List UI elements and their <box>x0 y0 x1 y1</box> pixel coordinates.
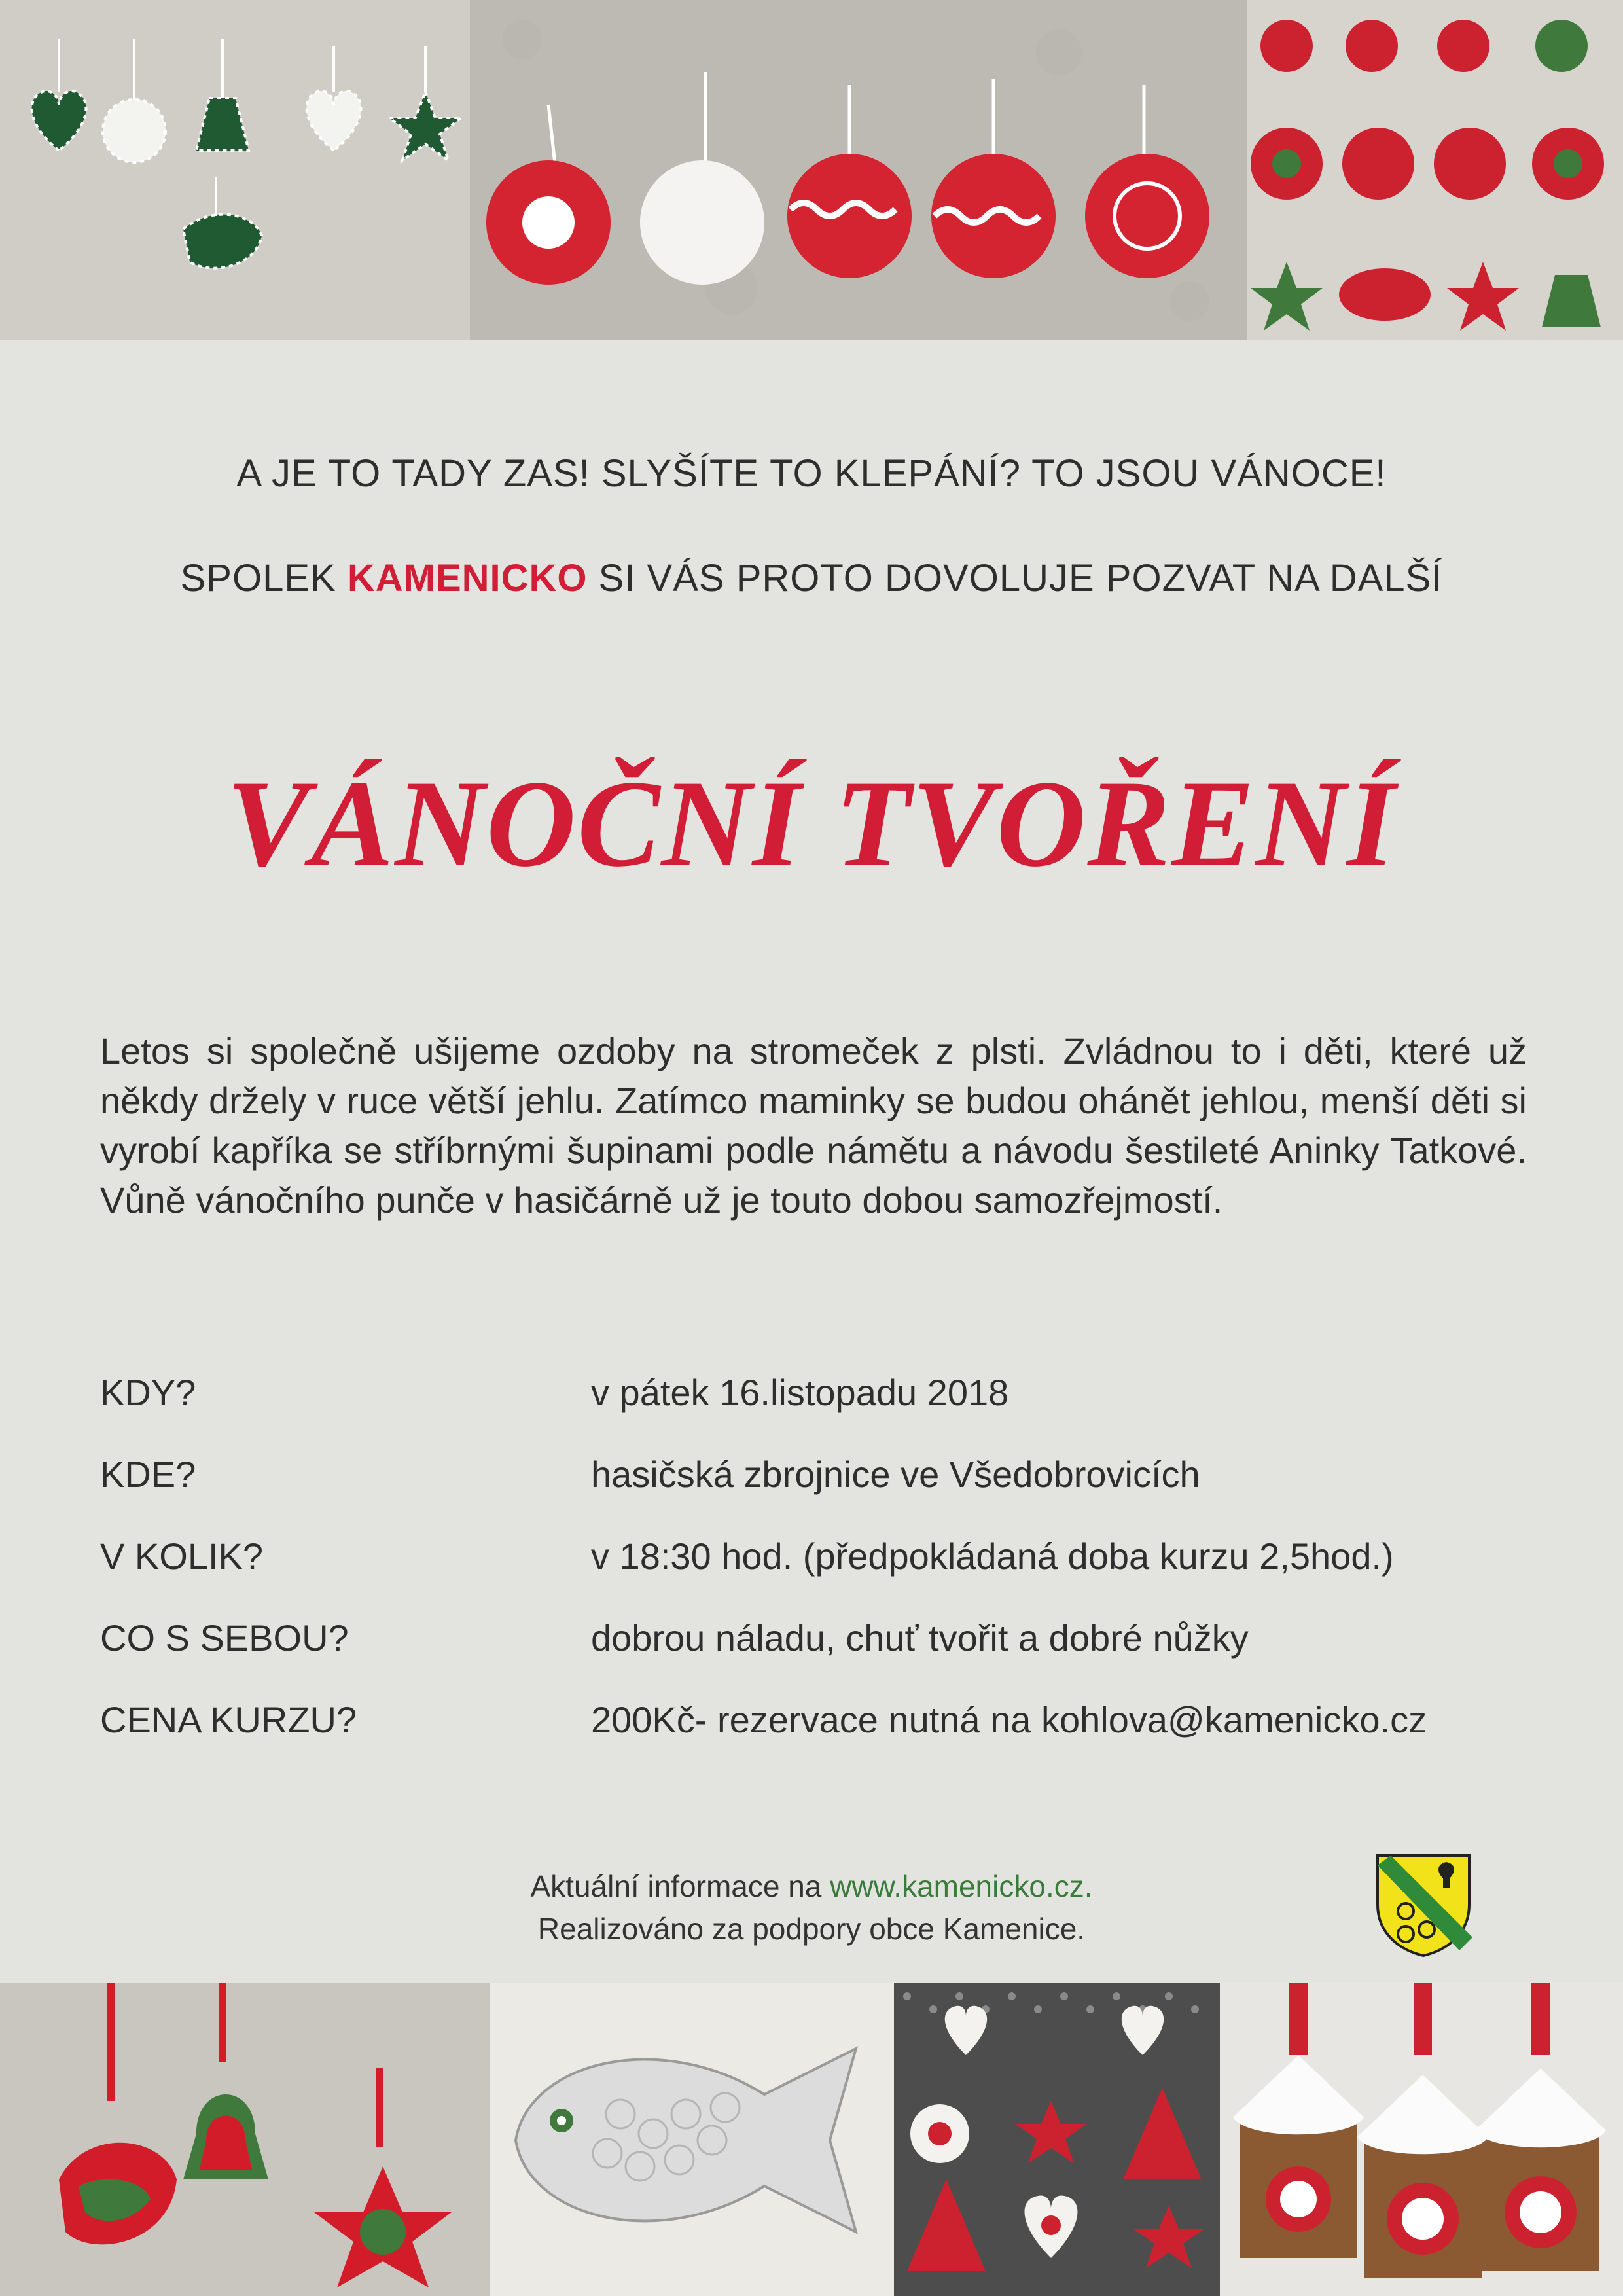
detail-label-where: KDE? <box>100 1454 196 1495</box>
event-description: Letos si společně ušijeme ozdoby na stromeček z plsti. Zvládnou to i děti, které už někdy držely v ruce větší jehlu. Zatímco maminky se budou ohánět jehlou, menší děti si vyrobí kapříka se stříbrnými šupinami podle námětu a návodu šestileté Aninky Tatkové. Vůně vánočního punče v hasičárně už je touto dobou samozřejmostí. <box>100 1030 1527 1221</box>
intro-line-2 <box>0 556 1623 600</box>
detail-value-bring: dobrou náladu, chuť tvořit a dobré nůžky <box>591 1617 1249 1659</box>
intro-line-2-prefix: SPOLEK <box>180 557 348 600</box>
photo-gingerbread-house-ornaments <box>1220 1983 1623 2296</box>
detail-label-bring: CO S SEBOU? <box>100 1617 349 1659</box>
intro-line-1: A JE TO TADY ZAS! SLYŠÍTE TO KLEPÁNÍ? TO JSOU VÁNOCE! <box>236 452 1387 495</box>
event-title: VÁNOČNÍ TVOŘENÍ <box>226 755 1397 893</box>
photo-bird-bell-star-ornaments <box>0 1983 490 2296</box>
detail-label-when: KDY? <box>100 1372 196 1413</box>
website-link[interactable]: www.kamenicko.cz. <box>830 1869 1093 1903</box>
photo-red-felt-balls <box>470 0 1247 340</box>
brand-name: KAMENICKO <box>347 557 588 600</box>
footer-info-prefix: Aktuální informace na <box>530 1869 830 1903</box>
detail-value-where: hasičská zbrojnice ve Všedobrovicích <box>591 1454 1200 1495</box>
photo-green-felt-ornaments <box>0 0 470 340</box>
photo-silver-fish-craft <box>490 1983 894 2296</box>
photo-polka-dot-ornaments <box>894 1983 1220 2296</box>
detail-value-price: 200Kč- rezervace nutná na kohlova@kamenicko.cz <box>591 1699 1427 1740</box>
village-crest-icon <box>1374 1852 1472 1957</box>
intro-line-2-suffix: SI VÁS PROTO DOVOLUJE POZVAT NA DALŠÍ <box>587 557 1443 600</box>
photo-red-green-ornaments-grid <box>1247 0 1623 340</box>
detail-label-price: CENA KURZU? <box>100 1699 357 1740</box>
detail-value-when: v pátek 16.listopadu 2018 <box>591 1372 1009 1413</box>
footer-support-line: Realizováno za podpory obce Kamenice. <box>537 1912 1086 1946</box>
detail-label-time: V KOLIK? <box>100 1535 264 1577</box>
detail-value-time: v 18:30 hod. (předpokládaná doba kurzu 2,5hod.) <box>591 1535 1394 1577</box>
